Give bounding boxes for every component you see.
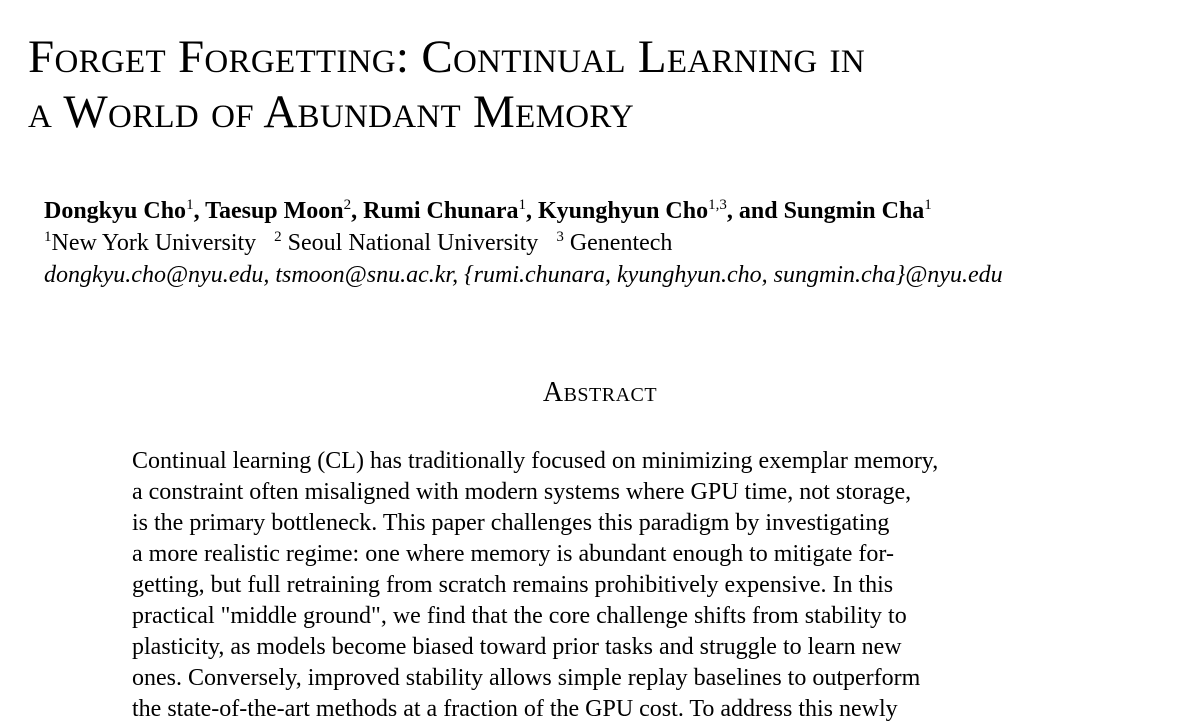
author-affiliation-mark: 1 [186,197,194,213]
abstract-line: a more realistic regime: one where memory is abundant enough to mitigate for- [132,541,894,567]
author-affiliation-mark: 2 [343,197,352,213]
author-separator: , [526,198,539,224]
author-affiliation-mark: 1,3 [708,197,727,213]
author-list [44,196,1194,226]
author-separator: , and [726,198,784,224]
author-name: Rumi Chunara [363,198,519,224]
abstract-body [132,446,1072,725]
author-emails: dongkyu.cho@nyu.edu, tsmoon@snu.ac.kr, {rumi.chunara, kyunghyun.cho, sungmin.cha}@nyu.edu [44,262,1003,288]
affiliation-name: Seoul National University [281,230,539,256]
title-line-1: Forget Forgetting: Continual Learning in [28,31,865,83]
abstract-line: Continual learning (CL) has traditionally focused on minimizing exemplar memory, [132,448,939,474]
abstract-line: plasticity, as models become biased toward prior tasks and struggle to learn new [132,634,902,660]
paper-title [28,30,1188,140]
abstract-line: ones. Conversely, improved stability allows simple replay baselines to outperform [132,665,921,691]
affiliation-list [44,228,1194,258]
author-name: Sungmin Cha [783,198,925,224]
affiliation-mark: 2 [274,229,282,245]
title-line-2: a World of Abundant Memory [28,86,634,138]
author-name: Kyunghyun Cho [538,198,709,224]
author-affiliation-mark: 1 [518,197,527,213]
abstract-line: a constraint often misaligned with modern systems where GPU time, not storage, [132,479,912,505]
author-separator: , [193,198,206,224]
affiliation-name: Genentech [563,230,673,256]
abstract-line: the state-of-the-art methods at a fraction of the GPU cost. To address this newly [132,696,898,722]
affiliation-mark: 1 [44,229,52,245]
abstract-line: getting, but full retraining from scratch remains prohibitively expensive. In this [132,572,894,598]
abstract-line: practical "middle ground", we find that the core challenge shifts from stability to [132,603,907,629]
author-name: Taesup Moon [205,198,344,224]
affiliation-mark: 3 [556,229,564,245]
abstract-line: is the primary bottleneck. This paper challenges this paradigm by investigating [132,510,890,536]
author-separator: , [351,198,364,224]
author-name: Dongkyu Cho [44,198,187,224]
affiliation-name: New York University [51,230,257,256]
abstract-heading: Abstract [542,377,658,408]
author-affiliation-mark: 1 [924,197,932,213]
